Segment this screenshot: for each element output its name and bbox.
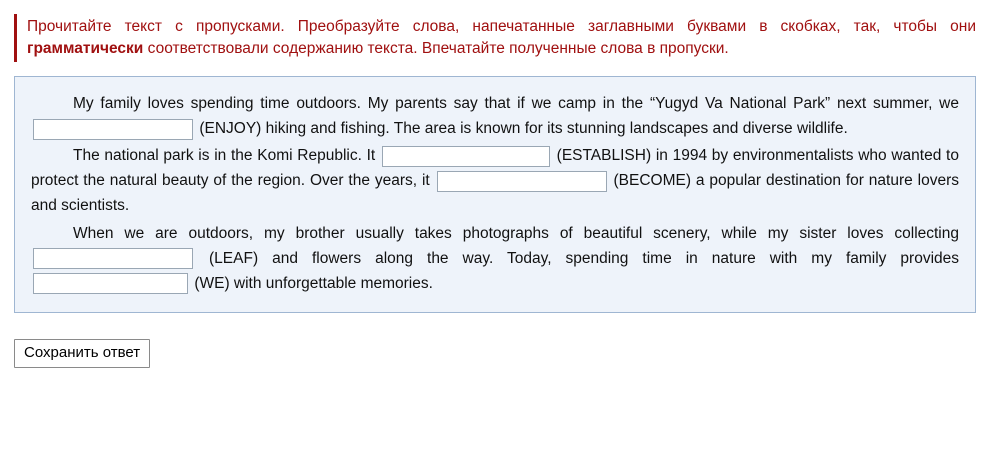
paragraph1-text-after: hiking and fishing. The area is known for its stunning landscapes and diverse wildlife. <box>265 120 848 138</box>
paragraph3-text-after: with unforgettable memories. <box>233 274 433 292</box>
save-answer-button[interactable]: Сохранить ответ <box>14 339 150 368</box>
instruction-part-2: соответствовали содержанию текста. Впечатайте полученные слова в пропуски. <box>143 40 729 57</box>
cue-enjoy: (ENJOY) <box>199 120 262 138</box>
paragraph2-text-before: The national park is in the Komi Republic. It <box>73 147 376 165</box>
paragraph3-text-between: and flowers along the way. Today, spending time in nature with my family provides <box>272 249 960 267</box>
instruction-part-1: Прочитайте текст с пропусками. Преобразуйте слова, напечатанные заглавными буквами в скобках, так, чтобы они <box>27 18 976 35</box>
task-paragraph-3 <box>31 221 959 296</box>
cue-we: (WE) <box>194 274 230 292</box>
task-panel <box>14 76 976 313</box>
paragraph2-text-after: a popular destination for nature lovers and scientists. <box>31 172 959 215</box>
cue-establish: (ESTABLISH) <box>556 147 652 165</box>
task-paragraph-1 <box>31 91 959 141</box>
paragraph3-text-before: When we are outdoors, my brother usually takes photographs of beautiful scenery, while my sister loves collecting <box>73 224 959 242</box>
gap-input-enjoy[interactable] <box>33 119 193 140</box>
gap-input-leaf[interactable] <box>33 248 193 269</box>
cue-become: (BECOME) <box>613 172 691 190</box>
instruction-text <box>14 14 976 62</box>
gap-input-we[interactable] <box>33 273 188 294</box>
paragraph2-text-between: in 1994 by environmentalists who wanted to protect the natural beauty of the region. Over the years, it <box>31 147 959 190</box>
gap-input-establish[interactable] <box>382 146 550 167</box>
cue-leaf: (LEAF) <box>209 249 259 267</box>
instruction-emphasis: грамматически <box>27 40 144 57</box>
task-paragraph-2 <box>31 143 959 218</box>
footer <box>0 339 1000 368</box>
paragraph1-text-before: My family loves spending time outdoors. My parents say that if we camp in the “Yugyd Va National Park” next summer, we <box>73 95 959 112</box>
gap-input-become[interactable] <box>437 171 607 192</box>
